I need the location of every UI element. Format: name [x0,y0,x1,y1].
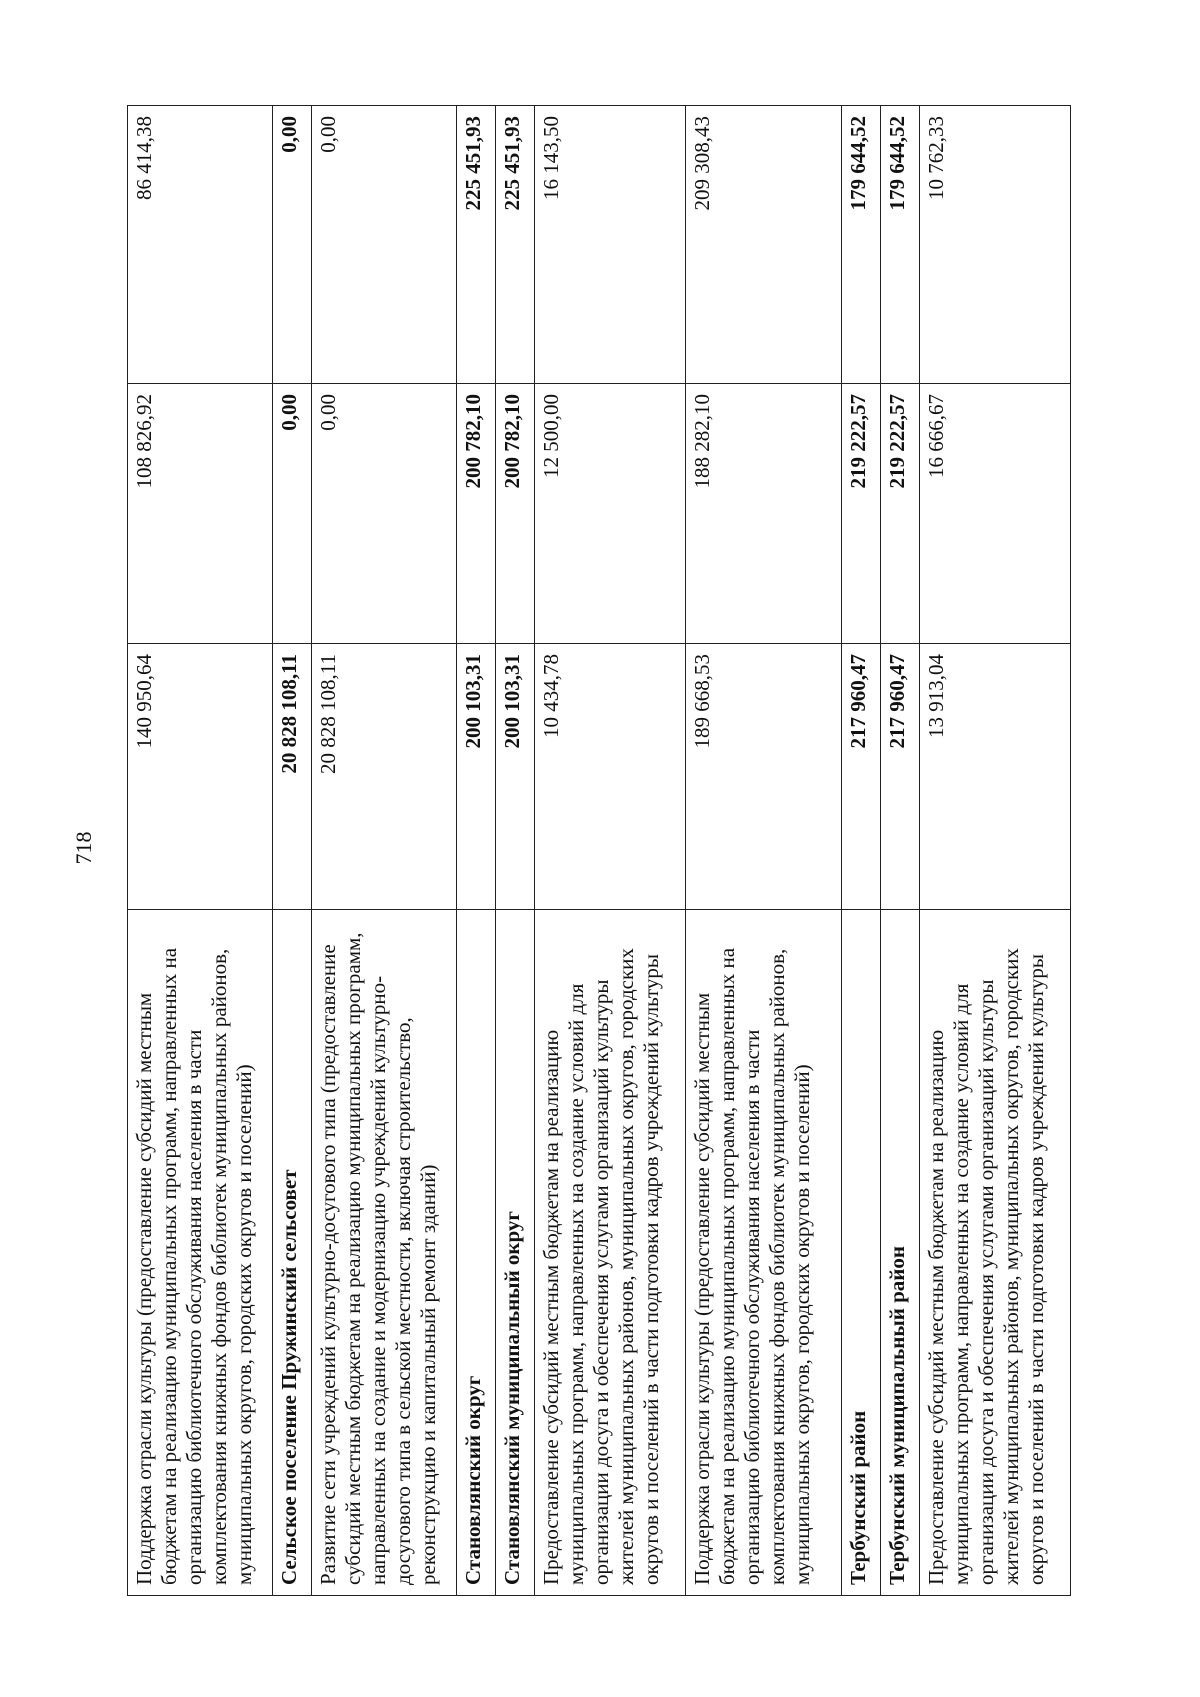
value-year-1: 200 103,31 [495,644,534,910]
table-row [685,106,841,1596]
value-year-2: 16 666,67 [919,384,1070,644]
table-row [919,106,1070,1596]
row-description: Тербунский муниципальный район [880,910,919,1596]
table-row [272,106,311,1596]
table-row [880,106,919,1596]
value-year-2: 108 826,92 [128,384,273,644]
row-description: Тербунский район [841,910,880,1596]
value-year-1: 20 828 108,11 [311,644,456,910]
table-row [128,106,273,1596]
value-year-3: 16 143,50 [534,106,685,384]
rotated-table-container [127,106,1071,1596]
table-row [456,106,495,1596]
value-year-2: 219 222,57 [880,384,919,644]
value-year-1: 13 913,04 [919,644,1070,910]
row-description: Становлянский муниципальный округ [495,910,534,1596]
value-year-1: 217 960,47 [880,644,919,910]
row-description: Предоставление субсидий местным бюджетам на реализацию муниципальных программ, направленных на создание условий для организации досуга и обеспечения услугами организаций культуры жителей муниципальных районов, муниципальных округов, городских округов и поселений в части подготовки кадров учреждений культуры [919,910,1070,1596]
value-year-3: 209 308,43 [685,106,841,384]
value-year-3: 10 762,33 [919,106,1070,384]
value-year-1: 200 103,31 [456,644,495,910]
table-row [534,106,685,1596]
table-row [841,106,880,1596]
value-year-3: 179 644,52 [880,106,919,384]
value-year-1: 140 950,64 [128,644,273,910]
page-number: 718 [71,831,96,865]
table-row [311,106,456,1596]
value-year-3: 225 451,93 [495,106,534,384]
row-description: Предоставление субсидий местным бюджетам на реализацию муниципальных программ, направленных на создание условий для организации досуга и обеспечения услугами организаций культуры жителей муниципальных районов, муниципальных округов, городских округов и поселений в части подготовки кадров учреждений культуры [534,910,685,1596]
table-row [495,106,534,1596]
row-description: Становлянский округ [456,910,495,1596]
value-year-2: 0,00 [311,384,456,644]
row-description: Сельское поселение Пружинский сельсовет [272,910,311,1596]
value-year-3: 0,00 [272,106,311,384]
row-description: Поддержка отрасли культуры (предоставление субсидий местным бюджетам на реализацию муниципальных программ, направленных на организацию библиотечного обслуживания населения в части комплектования книжных фондов библиотек муниципальных районов, муниципальных округов, городских округов и поселений) [685,910,841,1596]
value-year-2: 12 500,00 [534,384,685,644]
value-year-3: 0,00 [311,106,456,384]
value-year-3: 225 451,93 [456,106,495,384]
budget-table [127,105,1071,1596]
value-year-1: 217 960,47 [841,644,880,910]
value-year-1: 189 668,53 [685,644,841,910]
value-year-2: 219 222,57 [841,384,880,644]
value-year-2: 0,00 [272,384,311,644]
value-year-1: 10 434,78 [534,644,685,910]
row-description: Развитие сети учреждений культурно-досугового типа (предоставление субсидий местным бюджетам на реализацию муниципальных программ, направленных на создание и модернизацию учреждений культурно-досугового типа в сельской местности, включая строительство, реконструкцию и капитальный ремонт зданий) [311,910,456,1596]
value-year-1: 20 828 108,11 [272,644,311,910]
value-year-2: 200 782,10 [495,384,534,644]
value-year-3: 86 414,38 [128,106,273,384]
value-year-2: 188 282,10 [685,384,841,644]
row-description: Поддержка отрасли культуры (предоставление субсидий местным бюджетам на реализацию муниципальных программ, направленных на организацию библиотечного обслуживания населения в части комплектования книжных фондов библиотек муниципальных районов, муниципальных округов, городских округов и поселений) [128,910,273,1596]
value-year-2: 200 782,10 [456,384,495,644]
value-year-3: 179 644,52 [841,106,880,384]
